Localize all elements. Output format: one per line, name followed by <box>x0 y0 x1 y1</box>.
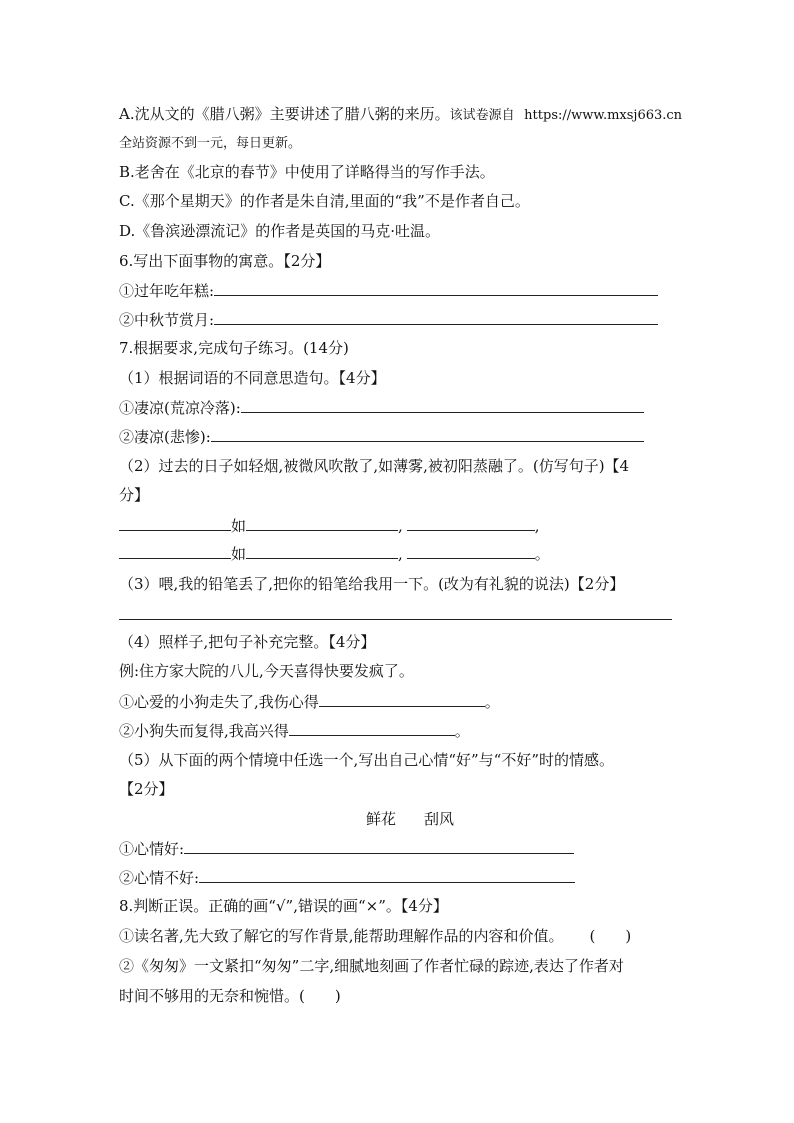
q7-s1-item-1-label: ①凄凉(荒凉冷落): <box>119 399 241 417</box>
q8-item-1 <box>119 925 631 947</box>
q7-s2-answer-2 <box>119 542 550 565</box>
q7-s4-title: （4）照样子,把句子补充完整。【4分】 <box>119 633 376 651</box>
q7-s5-item-1 <box>119 837 574 860</box>
answer-parentheses[interactable]: ( ) <box>299 987 341 1005</box>
answer-blank[interactable] <box>214 308 658 325</box>
q7-s1-item-2 <box>119 425 644 448</box>
option-a-line2: 全站资源不到一元，每日更新。 <box>119 136 302 151</box>
q8-item-1-text: ①读名著,先大致了解它的写作背景,能帮助理解作品的内容和价值。 <box>119 927 564 945</box>
option-a <box>119 103 682 127</box>
q6-item-2-label: ②中秋节赏月: <box>119 311 215 329</box>
q6-item-1 <box>119 279 658 302</box>
q7-s1-item-1 <box>119 396 644 419</box>
answer-blank[interactable] <box>289 719 455 736</box>
q8-title: 8.判断正误。正确的画“√”,错误的画“×”。【4分】 <box>119 897 448 915</box>
scenario-option-flowers: 鲜花 <box>366 810 397 828</box>
source-url: https://www.mxsj663.cn <box>524 108 683 123</box>
q7-s5-item-2-label: ②心情不好: <box>119 869 200 887</box>
q7-s4-item-2-label: ②小狗失而复得,我高兴得 <box>119 722 289 740</box>
answer-blank[interactable] <box>199 866 575 883</box>
comma: , <box>398 545 403 563</box>
answer-blank[interactable] <box>246 514 398 531</box>
period: 。 <box>484 693 500 711</box>
q7-s2-line2: 分】 <box>119 486 150 504</box>
q7-s5-line2: 【2分】 <box>119 780 174 798</box>
answer-blank[interactable] <box>119 542 231 559</box>
q7-s1-title: （1）根据词语的不同意思造句。【4分】 <box>119 369 386 387</box>
answer-parentheses[interactable]: ( ) <box>589 927 632 945</box>
q7-s4-example: 例:住方家大院的八儿,今天喜得快要发疯了。 <box>119 662 414 680</box>
answer-blank[interactable] <box>407 542 535 559</box>
q8-item-2-line2 <box>119 985 341 1007</box>
q7-s5-line1: （5）从下面的两个情境中任选一个,写出自己心情“好”与“不好”时的情感。 <box>119 751 614 769</box>
scenario-option-wind: 刮风 <box>424 810 455 828</box>
option-b: B.老舍在《北京的春节》中使用了详略得当的写作手法。 <box>119 163 495 181</box>
answer-blank[interactable] <box>184 837 574 854</box>
q7-s4-item-1 <box>119 690 500 713</box>
answer-blank[interactable] <box>241 396 644 413</box>
answer-blank[interactable] <box>214 279 658 296</box>
q7-title: 7.根据要求,完成句子练习。(14分) <box>119 339 349 357</box>
comma: , <box>534 517 540 535</box>
option-d: D.《鲁滨逊漂流记》的作者是英国的马克·吐温。 <box>119 222 441 240</box>
period: 。 <box>534 545 550 563</box>
answer-blank[interactable] <box>407 514 535 531</box>
q7-s3-title: （3）喂,我的铅笔丢了,把你的铅笔给我用一下。(改为有礼貌的说法)【2分】 <box>119 575 625 593</box>
q6-item-2 <box>119 308 658 331</box>
q6-title: 6.写出下面事物的寓意。【2分】 <box>119 252 331 270</box>
answer-blank[interactable] <box>319 690 485 707</box>
scenario-options <box>366 808 454 830</box>
q7-s5-item-1-label: ①心情好: <box>119 840 185 858</box>
q6-item-1-label: ①过年吃年糕: <box>119 282 215 300</box>
option-c: C.《那个星期天》的作者是朱自清,里面的“我”不是作者自己。 <box>119 192 530 210</box>
source-note: 该试卷源自 <box>449 108 515 123</box>
q7-s2-line1: （2）过去的日子如轻烟,被微风吹散了,如薄雾,被初阳蒸融了。(仿写句子)【4 <box>119 457 630 475</box>
ru-word: 如 <box>231 517 247 535</box>
answer-line[interactable] <box>119 619 672 620</box>
answer-blank[interactable] <box>246 542 398 559</box>
q7-s2-answer-1 <box>119 514 540 537</box>
q8-item-2-line1: ②《匆匆》一文紧扣“匆匆”二字,细腻地刻画了作者忙碌的踪迹,表达了作者对 <box>119 957 624 975</box>
answer-blank[interactable] <box>211 425 644 442</box>
comma: , <box>398 517 403 535</box>
ru-word: 如 <box>231 545 247 563</box>
answer-blank[interactable] <box>119 514 231 531</box>
option-a-text: A.沈从文的《腊八粥》主要讲述了腊八粥的来历。 <box>119 105 450 123</box>
q8-item-2-text: 时间不够用的无奈和惋惜。 <box>119 987 300 1005</box>
q7-s1-item-2-label: ②凄凉(悲惨): <box>119 428 211 446</box>
q7-s5-item-2 <box>119 866 575 889</box>
period: 。 <box>454 722 470 740</box>
q7-s4-item-2 <box>119 719 470 742</box>
q7-s4-item-1-label: ①心爱的小狗走失了,我伤心得 <box>119 693 319 711</box>
